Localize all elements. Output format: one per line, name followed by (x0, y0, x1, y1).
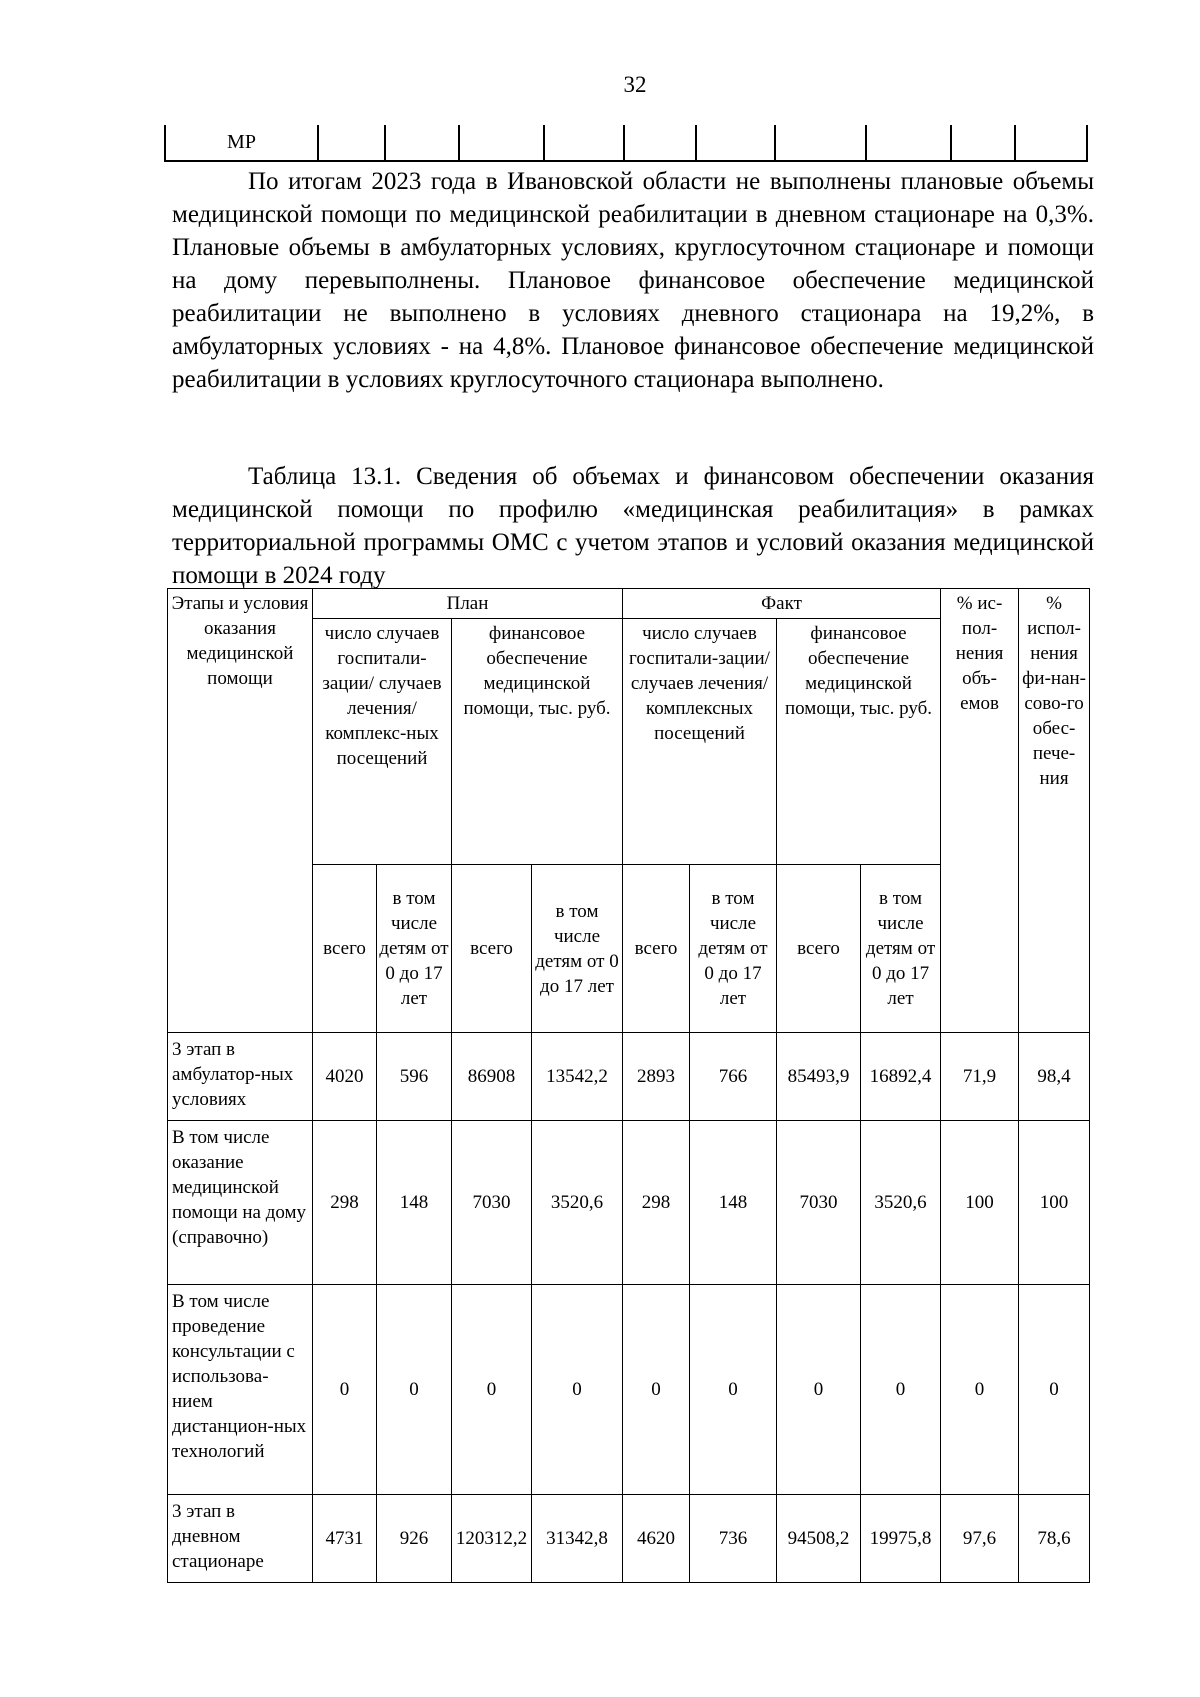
table-row (168, 1121, 1090, 1285)
header-plan-finance-children: в том числе детям от 0 до 17 лет (532, 865, 623, 1033)
header-fact-cases-children: в том числе детям от 0 до 17 лет (690, 865, 777, 1033)
table-cell: 100 (941, 1121, 1019, 1285)
header-plan-finance-total: всего (452, 865, 532, 1033)
row-label: В том числе проведение консультации с использова-нием дистанцион-ных технологий (168, 1285, 313, 1495)
table-cell: 4620 (623, 1495, 690, 1583)
table-caption (172, 460, 1094, 592)
header-pct-finance: % испол-нения фи-нан-сово-го обес-пече-ния (1019, 589, 1090, 1033)
table-cell: 94508,2 (777, 1495, 861, 1583)
table-cell: 148 (690, 1121, 777, 1285)
table-cell: 0 (1019, 1285, 1090, 1495)
table-cell: 298 (623, 1121, 690, 1285)
top-row-label: МР (165, 125, 318, 161)
table-cell: 13542,2 (532, 1033, 623, 1121)
summary-text: По итогам 2023 года в Ивановской области не выполнены плановые объемы медицинской помощи по медицинской реабилитации в дневном стационаре на 0,3%. Плановые объемы в амбулаторных условиях, круглосуточном стационаре и помощи на дому перевыполнены. Плановое финансовое обеспечение медицинской реабилитации не выполнено в условиях дневного стационара на 19,2%, в амбулаторных условиях - на 4,8%. Плановое финансовое обеспечение медицинской реабилитации в условиях круглосуточного стационара выполнено. (172, 168, 1094, 393)
header-plan-cases: число случаев госпитали-зации/ случаев лечения/ комплекс-ных посещений (313, 619, 452, 865)
table-cell: 766 (690, 1033, 777, 1121)
table-cell: 3520,6 (861, 1121, 941, 1285)
table-cell: 97,6 (941, 1495, 1019, 1583)
table-cell: 0 (777, 1285, 861, 1495)
table-cell: 31342,8 (532, 1495, 623, 1583)
table-cell: 596 (377, 1033, 452, 1121)
rehabilitation-table (167, 588, 1090, 1583)
table-cell: 0 (313, 1285, 377, 1495)
header-plan-finance: финансовое обеспечение медицинской помощи, тыс. руб. (452, 619, 623, 865)
header-fact-cases: число случаев госпитали-зации/ случаев лечения/ комплексных посещений (623, 619, 777, 865)
header-fact: Факт (623, 589, 941, 619)
table-cell: 0 (941, 1285, 1019, 1495)
summary-paragraph (172, 165, 1094, 396)
row-label: В том числе оказание медицинской помощи на дому (справочно) (168, 1121, 313, 1285)
table-cell: 86908 (452, 1033, 532, 1121)
table-cell: 7030 (452, 1121, 532, 1285)
table-cell: 298 (313, 1121, 377, 1285)
header-plan-cases-children: в том числе детям от 0 до 17 лет (377, 865, 452, 1033)
table-cell: 0 (452, 1285, 532, 1495)
table-caption-text: Таблица 13.1. Сведения об объемах и финансовом обеспечении оказания медицинской помощи по профилю «медицинская реабилитация» в рамках территориальной программы ОМС с учетом этапов и условий оказания медицинской помощи в 2024 году (172, 463, 1094, 589)
header-pct-volume: % ис-пол-нения объ-емов (941, 589, 1019, 1033)
row-label: 3 этап в амбулатор-ных условиях (168, 1033, 313, 1121)
table-cell: 736 (690, 1495, 777, 1583)
page-number: 32 (623, 72, 647, 97)
table-cell: 4020 (313, 1033, 377, 1121)
table-cell: 78,6 (1019, 1495, 1090, 1583)
table-cell: 0 (377, 1285, 452, 1495)
header-plan: План (313, 589, 623, 619)
table-cell: 19975,8 (861, 1495, 941, 1583)
table-cell: 98,4 (1019, 1033, 1090, 1121)
table-cell: 7030 (777, 1121, 861, 1285)
table-cell: 71,9 (941, 1033, 1019, 1121)
table-row (168, 1285, 1090, 1495)
continued-table-row (164, 125, 1088, 162)
table-cell: 85493,9 (777, 1033, 861, 1121)
row-label: 3 этап в дневном стационаре (168, 1495, 313, 1583)
table-cell: 148 (377, 1121, 452, 1285)
header-fact-finance-total: всего (777, 865, 861, 1033)
table-cell: 0 (861, 1285, 941, 1495)
table-cell: 100 (1019, 1121, 1090, 1285)
table-cell: 16892,4 (861, 1033, 941, 1121)
header-fact-finance-children: в том числе детям от 0 до 17 лет (861, 865, 941, 1033)
table-row (168, 1495, 1090, 1583)
table-cell: 0 (690, 1285, 777, 1495)
header-fact-finance: финансовое обеспечение медицинской помощи, тыс. руб. (777, 619, 941, 865)
table-cell: 2893 (623, 1033, 690, 1121)
table-row (168, 1033, 1090, 1121)
table-cell: 926 (377, 1495, 452, 1583)
table-cell: 120312,2 (452, 1495, 532, 1583)
header-plan-cases-total: всего (313, 865, 377, 1033)
table-cell: 0 (532, 1285, 623, 1495)
table-cell: 4731 (313, 1495, 377, 1583)
header-fact-cases-total: всего (623, 865, 690, 1033)
table-cell: 0 (623, 1285, 690, 1495)
header-stages: Этапы и условия оказания медицинской помощи (168, 589, 313, 1033)
table-cell: 3520,6 (532, 1121, 623, 1285)
